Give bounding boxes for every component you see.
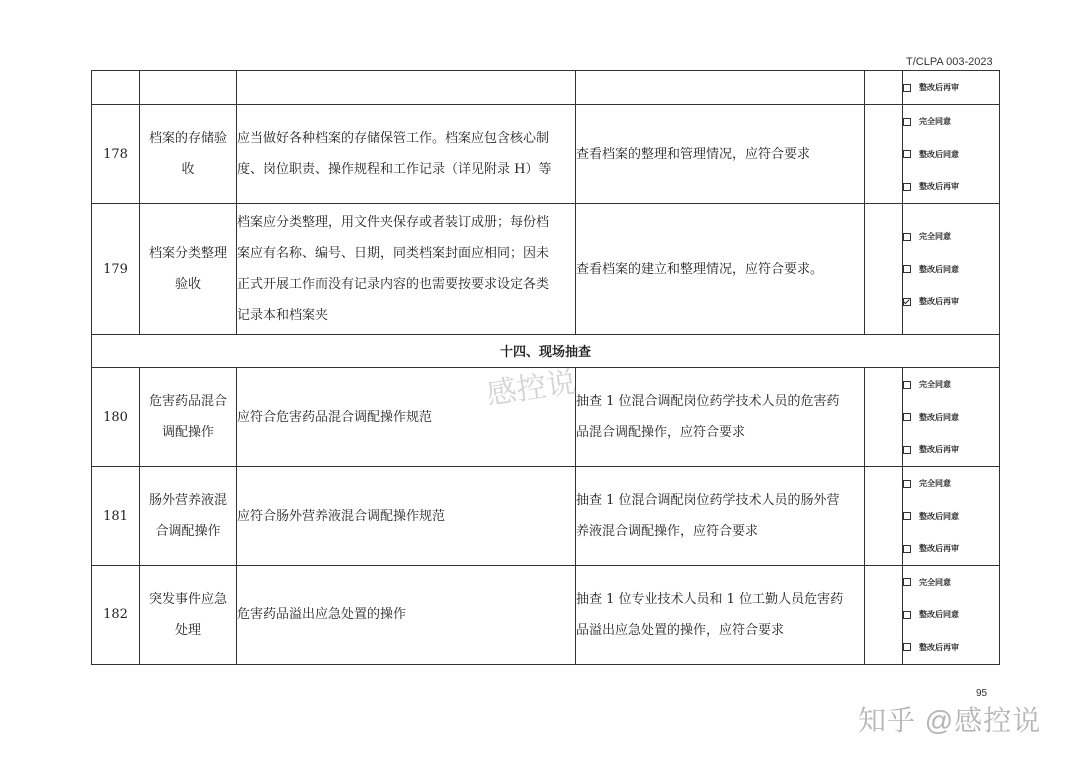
option-agree[interactable]: 完全同意: [903, 220, 999, 253]
inspection-method: 查看档案的整理和管理情况，应符合要求: [576, 105, 865, 204]
remark-cell: [865, 105, 903, 204]
requirement-text: 危害药品溢出应急处置的操作: [237, 566, 576, 665]
table-row: [92, 566, 1000, 665]
requirement-text: 档案应分类整理，用文件夹保存或者装订成册；每份档 案应有名称、编号、日期，同类档案封面应相同；因未 正式开展工作而没有记录内容的也需要按要求设定各类 记录本和档案夹: [237, 204, 576, 335]
checkbox-icon[interactable]: [903, 150, 911, 158]
remark-cell: [865, 467, 903, 566]
corner-watermark: 知乎 @感控说: [858, 705, 1042, 736]
option-group: [903, 467, 1000, 566]
option-agree[interactable]: 完全同意: [903, 105, 999, 138]
checkbox-icon[interactable]: [903, 265, 911, 273]
inspection-item: 危害药品混合 调配操作: [140, 368, 237, 467]
checked-checkbox-icon[interactable]: [903, 298, 911, 306]
checkbox-icon[interactable]: [903, 643, 911, 651]
inspection-item: 档案的存储验 收: [140, 105, 237, 204]
inspection-item: 肠外营养液混 合调配操作: [140, 467, 237, 566]
checkbox-icon[interactable]: [903, 381, 911, 389]
checkbox-icon[interactable]: [903, 446, 911, 454]
checkbox-icon[interactable]: [903, 480, 911, 488]
option-reaudit[interactable]: 整改后再审: [903, 71, 999, 104]
remark-cell: [865, 368, 903, 467]
row-number: 182: [92, 566, 140, 665]
row-number: 179: [92, 204, 140, 335]
row-number: 181: [92, 467, 140, 566]
remark-cell: [865, 566, 903, 665]
option-group: [903, 566, 1000, 665]
option-reaudit[interactable]: 整改后再审: [903, 631, 999, 664]
requirement-text: 应符合危害药品混合调配操作规范: [237, 368, 576, 467]
checkbox-icon[interactable]: [903, 611, 911, 619]
checkbox-icon[interactable]: [903, 545, 911, 553]
inspection-method: 抽查 1 位混合调配岗位药学技术人员的危害药 品混合调配操作，应符合要求: [576, 368, 865, 467]
table-row-continued: [92, 71, 1000, 105]
inspection-method: 抽查 1 位混合调配岗位药学技术人员的肠外营 养液混合调配操作，应符合要求: [576, 467, 865, 566]
checkbox-icon[interactable]: [903, 183, 911, 191]
option-reaudit[interactable]: 整改后再审: [903, 285, 999, 318]
option-group: [903, 204, 1000, 335]
document-number: T/CLPA 003-2023: [906, 56, 993, 68]
row-number: 178: [92, 105, 140, 204]
page-number: 95: [976, 688, 988, 699]
option-group: [903, 368, 1000, 467]
option-agree[interactable]: 完全同意: [903, 368, 999, 401]
option-reaudit[interactable]: 整改后再审: [903, 433, 999, 466]
option-agree-after-fix[interactable]: 整改后同意: [903, 401, 999, 434]
inspection-method: 抽查 1 位专业技术人员和 1 位工勤人员危害药 品溢出应急处置的操作，应符合要求: [576, 566, 865, 665]
section-title: 十四、现场抽查: [92, 335, 1000, 368]
checkbox-icon[interactable]: [903, 413, 911, 421]
checkbox-icon[interactable]: [903, 233, 911, 241]
watermark-text: 感控说: [484, 365, 579, 412]
table-row: [92, 467, 1000, 566]
checkbox-icon[interactable]: [903, 578, 911, 586]
inspection-method: 查看档案的建立和整理情况，应符合要求。: [576, 204, 865, 335]
option-agree-after-fix[interactable]: 整改后同意: [903, 599, 999, 632]
inspection-item: 突发事件应急 处理: [140, 566, 237, 665]
table-row: [92, 204, 1000, 335]
remark-cell: [865, 204, 903, 335]
requirement-text: 应符合肠外营养液混合调配操作规范: [237, 467, 576, 566]
inspection-item: 档案分类整理 验收: [140, 204, 237, 335]
checkbox-icon[interactable]: [903, 118, 911, 126]
requirement-text: 应当做好各种档案的存储保管工作。档案应包含核心制 度、岗位职责、操作规程和工作记录（详见附录 H）等: [237, 105, 576, 204]
option-reaudit[interactable]: 整改后再审: [903, 170, 999, 203]
option-group: [903, 105, 1000, 204]
option-agree-after-fix[interactable]: 整改后同意: [903, 500, 999, 533]
checkbox-icon[interactable]: [903, 84, 911, 92]
option-agree[interactable]: 完全同意: [903, 566, 999, 599]
row-number: 180: [92, 368, 140, 467]
table-row: [92, 105, 1000, 204]
checkbox-icon[interactable]: [903, 512, 911, 520]
option-agree[interactable]: 完全同意: [903, 467, 999, 500]
option-agree-after-fix[interactable]: 整改后同意: [903, 253, 999, 286]
option-reaudit[interactable]: 整改后再审: [903, 532, 999, 565]
option-agree-after-fix[interactable]: 整改后同意: [903, 138, 999, 171]
